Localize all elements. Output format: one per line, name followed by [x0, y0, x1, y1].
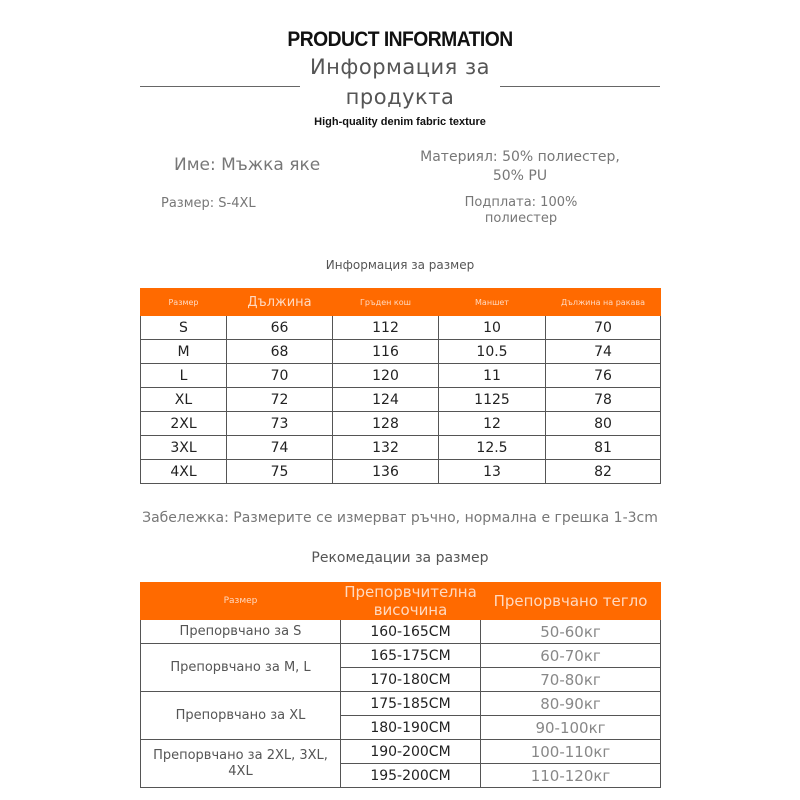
divider-left	[140, 86, 302, 87]
length-cell: 72	[227, 388, 333, 412]
lining-info: Подплата: 100% полиестер	[464, 195, 578, 226]
table-row	[141, 436, 661, 460]
cuff-cell: 12.5	[439, 436, 546, 460]
cuff-cell: 13	[439, 460, 546, 484]
weight-cell: 90-100кг	[481, 716, 661, 740]
length-cell: 75	[227, 460, 333, 484]
table-row	[141, 460, 661, 484]
table-row	[141, 644, 661, 668]
sleeve-cell: 78	[546, 388, 661, 412]
height-cell: 190-200CM	[341, 740, 481, 764]
header-cuff: Маншет	[439, 289, 546, 316]
length-cell: 74	[227, 436, 333, 460]
height-cell: 175-185CM	[341, 692, 481, 716]
table-row	[141, 620, 661, 644]
table-row	[141, 412, 661, 436]
header-size: Размер	[141, 583, 341, 620]
length-cell: 66	[227, 316, 333, 340]
header-sleeve-length: Дължина на ракава	[546, 289, 661, 316]
header-chest: Гръден кош	[333, 289, 439, 316]
page-title: PRODUCT INFORMATION	[287, 28, 513, 51]
table-row	[141, 692, 661, 716]
size-cell: 4XL	[141, 460, 227, 484]
chest-cell: 116	[333, 340, 439, 364]
sleeve-cell: 76	[546, 364, 661, 388]
sleeve-cell: 80	[546, 412, 661, 436]
size-recommendations-title: Рекомедации за размер	[311, 550, 489, 566]
size-cell: XL	[141, 388, 227, 412]
sleeve-cell: 82	[546, 460, 661, 484]
recommended-size-group: Препорвчано за S	[141, 620, 341, 644]
weight-cell: 60-70кг	[481, 644, 661, 668]
page-subtitle: Информация за продукта	[300, 52, 500, 112]
size-chart-header-row	[141, 289, 661, 316]
sleeve-cell: 81	[546, 436, 661, 460]
size-cell: L	[141, 364, 227, 388]
table-row	[141, 340, 661, 364]
height-cell: 160-165CM	[341, 620, 481, 644]
header-size: Размер	[141, 289, 227, 316]
size-range: Размер: S-4XL	[161, 196, 256, 211]
chest-cell: 128	[333, 412, 439, 436]
size-chart-table	[140, 288, 661, 484]
chest-cell: 120	[333, 364, 439, 388]
recommended-size-group: Препорвчано за XL	[141, 692, 341, 740]
size-cell: M	[141, 340, 227, 364]
size-cell: 3XL	[141, 436, 227, 460]
material-info: Материял: 50% полиестер, 50% PU	[420, 149, 620, 184]
cuff-cell: 11	[439, 364, 546, 388]
weight-cell: 110-120кг	[481, 764, 661, 788]
product-name: Име: Мъжка яке	[174, 155, 321, 175]
sleeve-cell: 74	[546, 340, 661, 364]
divider-right	[500, 86, 660, 87]
sleeve-cell: 70	[546, 316, 661, 340]
weight-cell: 100-110кг	[481, 740, 661, 764]
chest-cell: 124	[333, 388, 439, 412]
table-row	[141, 388, 661, 412]
cuff-cell: 10	[439, 316, 546, 340]
height-cell: 170-180CM	[341, 668, 481, 692]
header-weight: Препорвчано тегло	[481, 583, 661, 620]
weight-cell: 50-60кг	[481, 620, 661, 644]
table-row	[141, 316, 661, 340]
height-cell: 180-190CM	[341, 716, 481, 740]
cuff-cell: 1125	[439, 388, 546, 412]
table-row	[141, 740, 661, 764]
size-cell: 2XL	[141, 412, 227, 436]
cuff-cell: 12	[439, 412, 546, 436]
table-row	[141, 364, 661, 388]
length-cell: 73	[227, 412, 333, 436]
weight-cell: 70-80кг	[481, 668, 661, 692]
height-cell: 195-200CM	[341, 764, 481, 788]
recommended-size-group: Препорвчано за 2XL, 3XL, 4XL	[141, 740, 341, 788]
cuff-cell: 10.5	[439, 340, 546, 364]
chest-cell: 112	[333, 316, 439, 340]
header-length: Дължина	[227, 289, 333, 316]
size-cell: S	[141, 316, 227, 340]
length-cell: 70	[227, 364, 333, 388]
header-height: Препорвчителна височина	[341, 583, 481, 620]
measurement-note: Забележка: Размерите се измерват ръчно, нормална е грешка 1-3cm	[142, 510, 658, 526]
height-cell: 165-175CM	[341, 644, 481, 668]
size-recommendations-table	[140, 582, 661, 788]
chest-cell: 136	[333, 460, 439, 484]
weight-cell: 80-90кг	[481, 692, 661, 716]
chest-cell: 132	[333, 436, 439, 460]
recommended-size-group: Препорвчано за M, L	[141, 644, 341, 692]
recommendations-header-row	[141, 583, 661, 620]
size-chart-title: Информация за размер	[325, 258, 475, 272]
tagline: High-quality denim fabric texture	[314, 116, 486, 128]
length-cell: 68	[227, 340, 333, 364]
